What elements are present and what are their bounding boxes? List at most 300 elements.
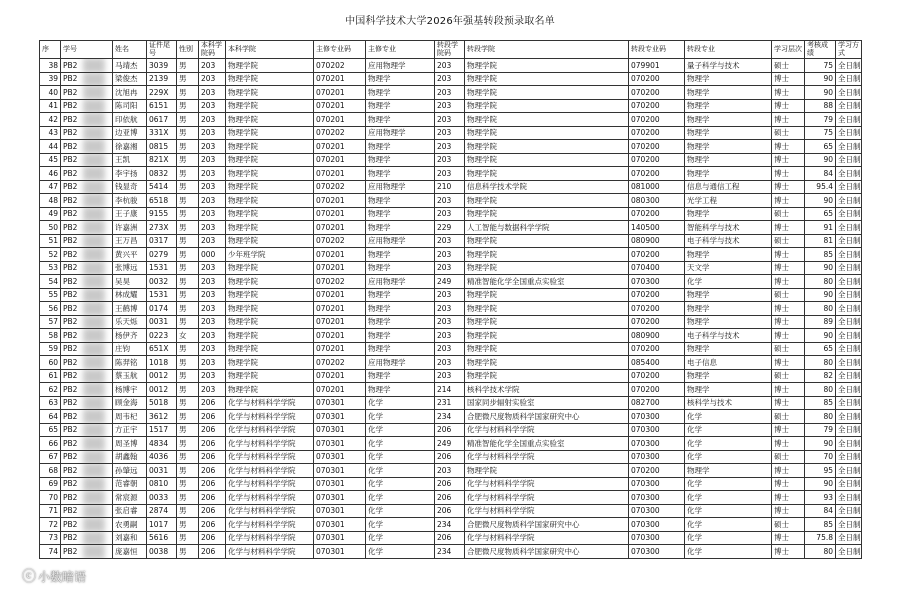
- table-row: [40, 261, 862, 275]
- cell-name: 梁俊杰: [113, 72, 147, 86]
- cell-gender: 男: [177, 221, 199, 235]
- cell-undergrad-college: 物理学院: [226, 302, 314, 316]
- cell-study-mode: 全日制: [836, 342, 862, 356]
- cell-undergrad-college-code: 206: [199, 423, 226, 437]
- cell-transfer-major-code: 070200: [629, 153, 685, 167]
- cell-transfer-college-code: 203: [435, 464, 465, 478]
- table-row: [40, 207, 862, 221]
- cell-gender: 男: [177, 437, 199, 451]
- cell-major-code: 070201: [314, 342, 366, 356]
- cell-study-mode: 全日制: [836, 153, 862, 167]
- cell-study-level: 硕士: [772, 234, 805, 248]
- cell-exam-score: 75: [805, 59, 836, 73]
- cell-seq: 72: [40, 518, 61, 532]
- cell-transfer-college: 物理学院: [465, 234, 629, 248]
- cell-id-suffix: 0815: [147, 140, 177, 154]
- cell-transfer-college-code: 210: [435, 180, 465, 194]
- cell-major-code: 070202: [314, 126, 366, 140]
- student-id-prefix: PB2: [63, 479, 78, 488]
- redaction-blur: [83, 72, 105, 86]
- cell-exam-score: 65: [805, 140, 836, 154]
- redaction-blur: [83, 396, 105, 410]
- cell-transfer-major: 物理学: [685, 140, 772, 154]
- cell-transfer-major: 化学: [685, 410, 772, 424]
- cell-study-level: 硕士: [772, 518, 805, 532]
- cell-transfer-college-code: 206: [435, 423, 465, 437]
- cell-seq: 46: [40, 167, 61, 181]
- cell-major: 化学: [366, 410, 435, 424]
- table-row: [40, 396, 862, 410]
- cell-major-code: 070201: [314, 329, 366, 343]
- cell-study-level: 博士: [772, 477, 805, 491]
- cell-name: 常宸源: [113, 491, 147, 505]
- cell-undergrad-college: 化学与材料科学学院: [226, 518, 314, 532]
- redaction-blur: [83, 423, 105, 437]
- cell-undergrad-college-code: 203: [199, 342, 226, 356]
- cell-id-suffix: 1018: [147, 356, 177, 370]
- cell-student-id: [61, 86, 113, 100]
- cell-exam-score: 80: [805, 275, 836, 289]
- cell-study-mode: 全日制: [836, 504, 862, 518]
- cell-transfer-college: 物理学院: [465, 167, 629, 181]
- cell-study-mode: 全日制: [836, 369, 862, 383]
- cell-exam-score: 95.4: [805, 180, 836, 194]
- cell-gender: 男: [177, 302, 199, 316]
- cell-exam-score: 70: [805, 450, 836, 464]
- cell-transfer-major-code: 080900: [629, 234, 685, 248]
- cell-seq: 64: [40, 410, 61, 424]
- cell-name: 边亚博: [113, 126, 147, 140]
- header-major: 主修专业: [366, 41, 435, 59]
- student-id-prefix: PB2: [63, 438, 78, 448]
- cell-name: 方正宇: [113, 423, 147, 437]
- cell-seq: 40: [40, 86, 61, 100]
- redaction-blur: [83, 464, 105, 478]
- cell-undergrad-college: 物理学院: [226, 207, 314, 221]
- student-id-prefix: PB2: [63, 546, 78, 556]
- cell-study-mode: 全日制: [836, 86, 862, 100]
- cell-study-mode: 全日制: [836, 518, 862, 532]
- cell-transfer-college: 物理学院: [465, 113, 629, 127]
- cell-major-code: 070301: [314, 410, 366, 424]
- header-transfer-college-code: 转段学院码: [435, 41, 465, 59]
- cell-transfer-college: 化学与材料科学学院: [465, 531, 629, 545]
- cell-undergrad-college: 化学与材料科学学院: [226, 531, 314, 545]
- cell-transfer-college-code: 249: [435, 275, 465, 289]
- cell-major-code: 070201: [314, 248, 366, 262]
- cell-major: 物理学: [366, 383, 435, 397]
- cell-study-mode: 全日制: [836, 477, 862, 491]
- cell-undergrad-college-code: 203: [199, 99, 226, 113]
- table-row: [40, 437, 862, 451]
- cell-transfer-major: 物理学: [685, 302, 772, 316]
- cell-name: 黄兴平: [113, 248, 147, 262]
- cell-student-id: [61, 248, 113, 262]
- table-row: [40, 167, 862, 181]
- cell-undergrad-college-code: 203: [199, 194, 226, 208]
- table-row: [40, 180, 862, 194]
- cell-student-id: [61, 504, 113, 518]
- table-row: [40, 194, 862, 208]
- cell-transfer-major: 物理学: [685, 72, 772, 86]
- cell-major-code: 070301: [314, 477, 366, 491]
- cell-gender: 男: [177, 167, 199, 181]
- header-seq: 序: [40, 41, 61, 59]
- cell-major: 化学: [366, 518, 435, 532]
- cell-undergrad-college: 物理学院: [226, 369, 314, 383]
- cell-study-mode: 全日制: [836, 234, 862, 248]
- cell-transfer-college-code: 203: [435, 153, 465, 167]
- cell-gender: 男: [177, 342, 199, 356]
- cell-seq: 38: [40, 59, 61, 73]
- cell-study-mode: 全日制: [836, 410, 862, 424]
- cell-transfer-major: 物理学: [685, 369, 772, 383]
- cell-transfer-college: 物理学院: [465, 126, 629, 140]
- cell-major: 物理学: [366, 342, 435, 356]
- cell-major: 物理学: [366, 167, 435, 181]
- cell-name: 李杭骏: [113, 194, 147, 208]
- cell-study-level: 博士: [772, 72, 805, 86]
- cell-major: 物理学: [366, 221, 435, 235]
- cell-major: 化学: [366, 477, 435, 491]
- table-row: [40, 531, 862, 545]
- table-row: [40, 86, 862, 100]
- cell-major: 化学: [366, 545, 435, 559]
- cell-undergrad-college-code: 203: [199, 288, 226, 302]
- cell-id-suffix: 821X: [147, 153, 177, 167]
- cell-undergrad-college: 少年班学院: [226, 248, 314, 262]
- cell-transfer-college-code: 206: [435, 450, 465, 464]
- redaction-blur: [83, 450, 105, 464]
- cell-exam-score: 90: [805, 86, 836, 100]
- cell-transfer-major: 化学: [685, 504, 772, 518]
- cell-gender: 男: [177, 504, 199, 518]
- cell-study-level: 硕士: [772, 342, 805, 356]
- cell-major-code: 070201: [314, 194, 366, 208]
- cell-exam-score: 82: [805, 369, 836, 383]
- cell-undergrad-college: 物理学院: [226, 126, 314, 140]
- cell-id-suffix: 4036: [147, 450, 177, 464]
- redaction-blur: [83, 356, 105, 370]
- cell-major: 物理学: [366, 194, 435, 208]
- cell-study-mode: 全日制: [836, 140, 862, 154]
- cell-major: 物理学: [366, 72, 435, 86]
- cell-exam-score: 85: [805, 518, 836, 532]
- cell-study-level: 博士: [772, 396, 805, 410]
- cell-transfer-major: 信息与通信工程: [685, 180, 772, 194]
- student-id-prefix: PB2: [63, 60, 78, 70]
- cell-transfer-major: 光学工程: [685, 194, 772, 208]
- cell-exam-score: 84: [805, 167, 836, 181]
- student-id-prefix: PB2: [63, 87, 78, 97]
- cell-major: 应用物理学: [366, 126, 435, 140]
- cell-transfer-major: 物理学: [685, 342, 772, 356]
- cell-exam-score: 81: [805, 234, 836, 248]
- cell-major-code: 070301: [314, 437, 366, 451]
- cell-exam-score: 80: [805, 356, 836, 370]
- cell-transfer-college-code: 203: [435, 167, 465, 181]
- cell-gender: 男: [177, 86, 199, 100]
- cell-major: 化学: [366, 396, 435, 410]
- cell-transfer-college: 物理学院: [465, 369, 629, 383]
- cell-transfer-college-code: 203: [435, 369, 465, 383]
- cell-transfer-major: 核科学与技术: [685, 396, 772, 410]
- cell-transfer-college: 物理学院: [465, 86, 629, 100]
- cell-student-id: [61, 369, 113, 383]
- cell-major: 物理学: [366, 99, 435, 113]
- cell-study-mode: 全日制: [836, 207, 862, 221]
- cell-study-mode: 全日制: [836, 356, 862, 370]
- cell-transfer-major-code: 070400: [629, 261, 685, 275]
- redaction-blur: [83, 329, 105, 343]
- cell-undergrad-college: 物理学院: [226, 140, 314, 154]
- cell-transfer-major: 物理学: [685, 383, 772, 397]
- cell-id-suffix: 0031: [147, 464, 177, 478]
- cell-student-id: [61, 288, 113, 302]
- student-id-prefix: PB2: [63, 317, 78, 326]
- cell-seq: 59: [40, 342, 61, 356]
- cell-undergrad-college-code: 203: [199, 72, 226, 86]
- cell-seq: 68: [40, 464, 61, 478]
- cell-transfer-major-code: 070200: [629, 383, 685, 397]
- student-id-prefix: PB2: [63, 344, 78, 353]
- redaction-blur: [83, 207, 105, 221]
- cell-name: 钱显奇: [113, 180, 147, 194]
- cell-transfer-major: 电子科学与技术: [685, 329, 772, 343]
- cell-transfer-major: 化学: [685, 491, 772, 505]
- cell-study-level: 博士: [772, 315, 805, 329]
- cell-study-level: 博士: [772, 491, 805, 505]
- table-row: [40, 288, 862, 302]
- cell-seq: 69: [40, 477, 61, 491]
- cell-undergrad-college-code: 206: [199, 450, 226, 464]
- cell-study-mode: 全日制: [836, 261, 862, 275]
- cell-undergrad-college-code: 203: [199, 221, 226, 235]
- cell-undergrad-college-code: 203: [199, 315, 226, 329]
- cell-seq: 47: [40, 180, 61, 194]
- cell-gender: 男: [177, 194, 199, 208]
- cell-study-level: 博士: [772, 464, 805, 478]
- cell-study-mode: 全日制: [836, 248, 862, 262]
- cell-student-id: [61, 423, 113, 437]
- cell-transfer-major-code: 070300: [629, 531, 685, 545]
- cell-major: 应用物理学: [366, 180, 435, 194]
- cell-transfer-college: 物理学院: [465, 315, 629, 329]
- cell-gender: 男: [177, 477, 199, 491]
- table-row: [40, 491, 862, 505]
- cell-undergrad-college: 化学与材料科学学院: [226, 477, 314, 491]
- cell-gender: 男: [177, 275, 199, 289]
- redaction-blur: [83, 261, 105, 275]
- cell-transfer-major-code: 070200: [629, 248, 685, 262]
- cell-transfer-major: 电子科学与技术: [685, 234, 772, 248]
- cell-transfer-college-code: 206: [435, 504, 465, 518]
- cell-undergrad-college-code: 206: [199, 504, 226, 518]
- cell-name: 王子康: [113, 207, 147, 221]
- cell-gender: 男: [177, 410, 199, 424]
- cell-exam-score: 90: [805, 477, 836, 491]
- cell-transfer-college: 人工智能与数据科学学院: [465, 221, 629, 235]
- cell-transfer-college: 化学与材料科学学院: [465, 423, 629, 437]
- cell-transfer-college-code: 203: [435, 86, 465, 100]
- cell-transfer-major: 天文学: [685, 261, 772, 275]
- cell-gender: 男: [177, 383, 199, 397]
- cell-study-level: 博士: [772, 99, 805, 113]
- cell-study-mode: 全日制: [836, 437, 862, 451]
- cell-transfer-college-code: 214: [435, 383, 465, 397]
- cell-major-code: 070201: [314, 153, 366, 167]
- cell-transfer-college-code: 203: [435, 72, 465, 86]
- cell-student-id: [61, 450, 113, 464]
- cell-undergrad-college: 物理学院: [226, 261, 314, 275]
- student-id-prefix: PB2: [63, 182, 78, 191]
- cell-student-id: [61, 518, 113, 532]
- cell-name: 许嘉洲: [113, 221, 147, 235]
- cell-name: 范睿朝: [113, 477, 147, 491]
- cell-major: 物理学: [366, 329, 435, 343]
- cell-undergrad-college: 物理学院: [226, 72, 314, 86]
- cell-student-id: [61, 59, 113, 73]
- cell-student-id: [61, 477, 113, 491]
- header-gender: 性别: [177, 41, 199, 59]
- cell-student-id: [61, 234, 113, 248]
- table-row: [40, 302, 862, 316]
- cell-undergrad-college: 物理学院: [226, 167, 314, 181]
- table-row: [40, 329, 862, 343]
- cell-major: 应用物理学: [366, 275, 435, 289]
- cell-undergrad-college: 物理学院: [226, 180, 314, 194]
- cell-transfer-major: 物理学: [685, 99, 772, 113]
- cell-study-mode: 全日制: [836, 59, 862, 73]
- cell-exam-score: 80: [805, 545, 836, 559]
- student-id-prefix: PB2: [63, 155, 78, 164]
- cell-transfer-major: 物理学: [685, 464, 772, 478]
- cell-id-suffix: 0223: [147, 329, 177, 343]
- cell-gender: 男: [177, 545, 199, 559]
- cell-study-mode: 全日制: [836, 423, 862, 437]
- cell-exam-score: 75.8: [805, 531, 836, 545]
- student-id-prefix: PB2: [63, 411, 78, 421]
- cell-transfer-college: 物理学院: [465, 261, 629, 275]
- cell-transfer-major-code: 070200: [629, 99, 685, 113]
- cell-major-code: 070201: [314, 167, 366, 181]
- cell-id-suffix: 6518: [147, 194, 177, 208]
- cell-gender: 男: [177, 180, 199, 194]
- cell-undergrad-college-code: 206: [199, 518, 226, 532]
- cell-name: 马靖杰: [113, 59, 147, 73]
- cell-transfer-college: 物理学院: [465, 72, 629, 86]
- cell-study-level: 硕士: [772, 207, 805, 221]
- cell-student-id: [61, 261, 113, 275]
- cell-exam-score: 90: [805, 288, 836, 302]
- cell-study-level: 博士: [772, 248, 805, 262]
- cell-undergrad-college: 物理学院: [226, 329, 314, 343]
- cell-name: 孙肇远: [113, 464, 147, 478]
- cell-id-suffix: 6151: [147, 99, 177, 113]
- table-row: [40, 410, 862, 424]
- header-study-mode: 学习方式: [836, 41, 862, 59]
- table-row: [40, 477, 862, 491]
- cell-exam-score: 90: [805, 72, 836, 86]
- cell-transfer-major: 化学: [685, 518, 772, 532]
- cell-major-code: 070202: [314, 234, 366, 248]
- student-id-prefix: PB2: [63, 371, 78, 380]
- cell-id-suffix: 0832: [147, 167, 177, 181]
- cell-transfer-college-code: 203: [435, 315, 465, 329]
- cell-id-suffix: 0031: [147, 315, 177, 329]
- cell-undergrad-college: 物理学院: [226, 99, 314, 113]
- cell-id-suffix: 1017: [147, 518, 177, 532]
- cell-study-mode: 全日制: [836, 221, 862, 235]
- redaction-blur: [83, 234, 105, 248]
- cell-major: 物理学: [366, 248, 435, 262]
- cell-study-level: 博士: [772, 275, 805, 289]
- redaction-blur: [83, 153, 105, 167]
- cell-name: 杨博宇: [113, 383, 147, 397]
- cell-seq: 73: [40, 531, 61, 545]
- cell-id-suffix: 5616: [147, 531, 177, 545]
- cell-undergrad-college: 物理学院: [226, 59, 314, 73]
- cell-undergrad-college: 化学与材料科学学院: [226, 464, 314, 478]
- cell-transfer-major-code: 070300: [629, 423, 685, 437]
- student-id-prefix: PB2: [63, 114, 78, 124]
- cell-name: 周韦杞: [113, 410, 147, 424]
- cell-transfer-major: 化学: [685, 531, 772, 545]
- cell-undergrad-college-code: 203: [199, 113, 226, 127]
- cell-undergrad-college-code: 203: [199, 383, 226, 397]
- cell-id-suffix: 1517: [147, 423, 177, 437]
- cell-gender: 男: [177, 59, 199, 73]
- cell-transfer-major-code: 070200: [629, 72, 685, 86]
- cell-study-mode: 全日制: [836, 450, 862, 464]
- redaction-blur: [83, 315, 105, 329]
- cell-transfer-college-code: 203: [435, 207, 465, 221]
- cell-id-suffix: 0810: [147, 477, 177, 491]
- table-row: [40, 248, 862, 262]
- cell-major: 物理学: [366, 302, 435, 316]
- header-name: 姓名: [113, 41, 147, 59]
- cell-transfer-major-code: 070200: [629, 369, 685, 383]
- cell-major: 化学: [366, 491, 435, 505]
- cell-transfer-college: 物理学院: [465, 207, 629, 221]
- redaction-blur: [83, 342, 105, 356]
- cell-name: 农勇嗣: [113, 518, 147, 532]
- cell-major: 化学: [366, 437, 435, 451]
- cell-study-level: 博士: [772, 221, 805, 235]
- cell-major: 化学: [366, 504, 435, 518]
- table-row: [40, 234, 862, 248]
- cell-exam-score: 90: [805, 329, 836, 343]
- cell-student-id: [61, 113, 113, 127]
- cell-undergrad-college: 物理学院: [226, 315, 314, 329]
- cell-major-code: 070201: [314, 369, 366, 383]
- cell-transfer-college: 化学与材料科学学院: [465, 491, 629, 505]
- cell-transfer-college: 合肥微尺度物质科学国家研究中心: [465, 410, 629, 424]
- table-row: [40, 383, 862, 397]
- cell-transfer-college: 物理学院: [465, 99, 629, 113]
- redaction-blur: [83, 504, 105, 518]
- cell-gender: 男: [177, 234, 199, 248]
- cell-undergrad-college-code: 206: [199, 491, 226, 505]
- cell-gender: 男: [177, 126, 199, 140]
- redaction-blur: [83, 545, 105, 559]
- cell-study-mode: 全日制: [836, 288, 862, 302]
- cell-seq: 58: [40, 329, 61, 343]
- cell-seq: 61: [40, 369, 61, 383]
- cell-transfer-major: 物理学: [685, 113, 772, 127]
- cell-undergrad-college-code: 206: [199, 437, 226, 451]
- student-id-prefix: PB2: [63, 195, 78, 205]
